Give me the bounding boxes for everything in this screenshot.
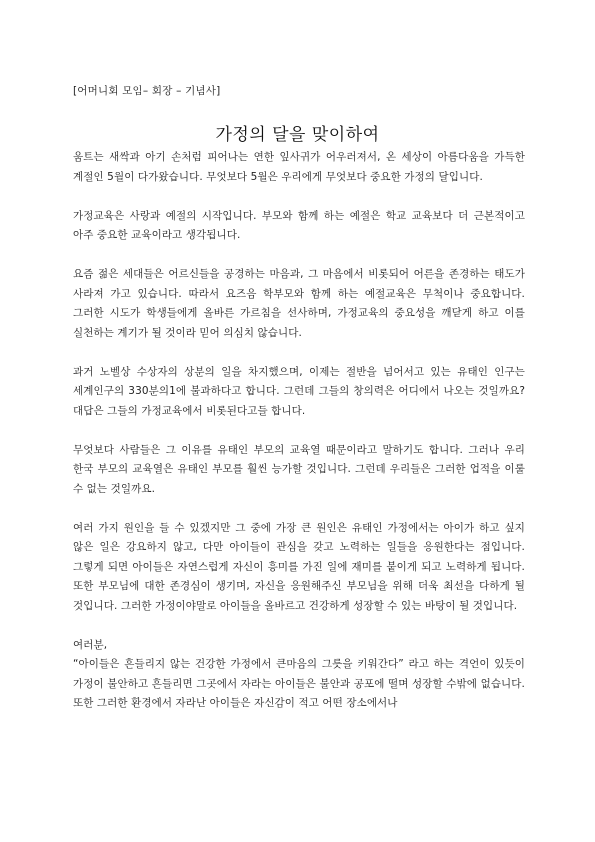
paragraph-2: 가정교육은 사랑과 예절의 시작입니다. 부모와 함께 하는 예절은 학교 교육보다 더 근본적이고 아주 중요한 교육이라고 생각됩니다. <box>73 209 525 241</box>
paragraph-6: 여러 가지 원인을 들 수 있겠지만 그 중에 가장 큰 원인은 유태인 가정에서는 아이가 하고 싶지 않은 일은 강요하지 않고, 다만 아이들이 관심을 갖고 노력하는 일들을 응원한다는 점입니다. 그렇게 되면 아이들은 자연스럽게 자신이 흥미를 가진 일에 재미를 붙이게 되고 노력하게 됩니다. 또한 부모님에 대한 존경심이 생기며, 자신을 응원해주신 부모님을 위해 더욱 최선을 다하게 될 것입니다. 그러한 가정이야말로 아이들을 올바르고 건강하게 성장할 수 있는 바탕이 될 것입니다. <box>73 521 525 612</box>
paragraph-1: 움트는 새싹과 아기 손처럼 피어나는 연한 잎사귀가 어우러져서, 온 세상이 아름다움을 가득한 계절인 5월이 다가왔습니다. 무엇보다 5월은 우리에게 무엇보다 중요한 가정의 달입니다. <box>73 151 525 183</box>
closing-paragraph: “아이들은 흔들리지 않는 건강한 가정에서 큰마음의 그릇을 키워간다” 라고 하는 격언이 있듯이 가정이 불안하고 흔들리면 그곳에서 자라는 아이들은 불안과 공포에 떨며 성장할 수밖에 없습니다. 또한 그러한 환경에서 자라난 아이들은 자신감이 적고 어떤 장소에서나 <box>73 658 525 709</box>
document-body <box>73 148 525 733</box>
paragraph-3: 요즘 젊은 세대들은 어르신들을 공경하는 마음과, 그 마음에서 비롯되어 어른을 존경하는 태도가 사라져 가고 있습니다. 따라서 요즈음 학부모와 함께 하는 예절교육은 무척이나 중요합니다. 그러한 시도가 학생들에게 올바른 가르침을 선사하며, 가정교육의 중요성을 깨닫게 하고 이를 실천하는 계기가 될 것이라 믿어 의심치 않습니다. <box>73 268 525 339</box>
paragraph-4: 과거 노벨상 수상자의 상분의 일을 차지했으며, 이제는 절반을 넘어서고 있는 유태인 인구는 세계인구의 330분의1에 불과하다고 합니다. 그런데 그들의 창의력은 어디에서 나오는 것일까요? 대답은 그들의 가정교육에서 비롯된다고들 합니다. <box>73 365 525 417</box>
document-title: 가정의 달을 맞이하여 <box>215 125 380 145</box>
paragraph-5: 무엇보다 사람들은 그 이유를 유태인 부모의 교육열 때문이라고 말하기도 합니다. 그러나 우리 한국 부모의 교육열은 유태인 부모를 훨씬 능가할 것입니다. 그런데 우리들은 그러한 업적을 이룰 수 없는 것일까요. <box>73 443 525 495</box>
salutation: 여러분, <box>73 638 108 651</box>
header-note: [어머니회 모임– 회장 – 기념사] <box>73 85 221 97</box>
